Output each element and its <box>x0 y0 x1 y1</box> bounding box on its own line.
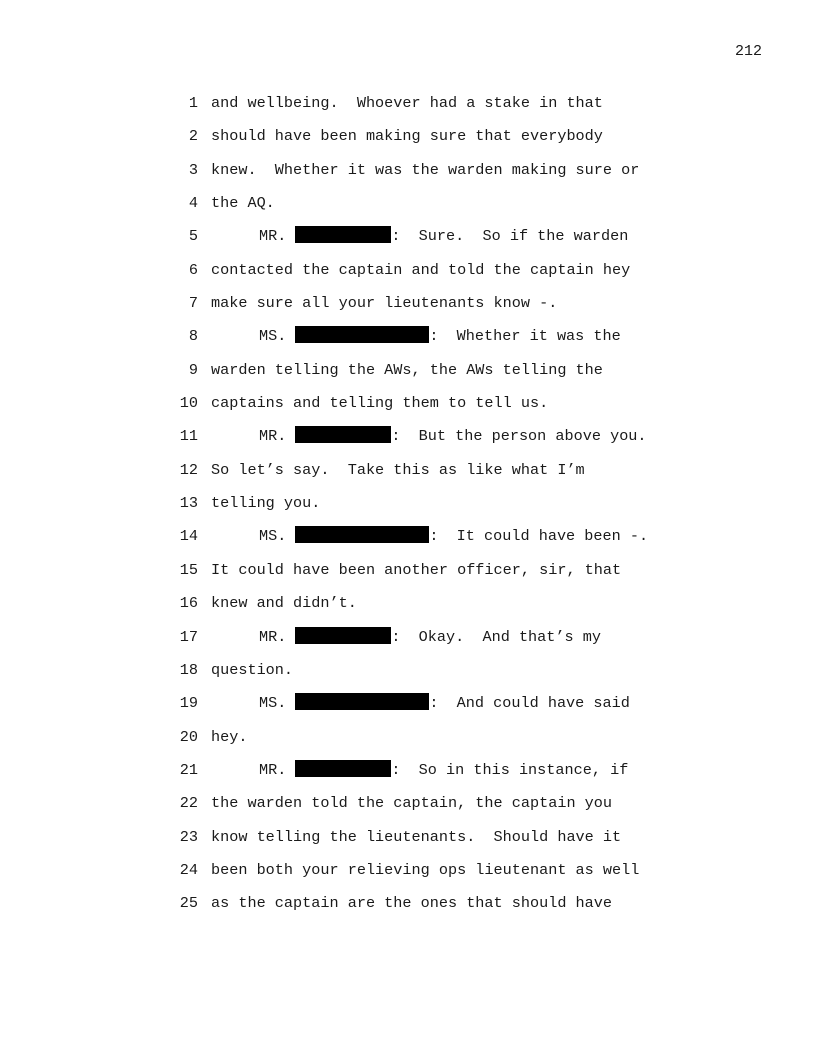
line-text: telling you. <box>211 494 321 513</box>
line-text: : Okay. And that’s my <box>391 627 601 646</box>
transcript-line <box>0 593 816 626</box>
line-number: 12 <box>179 460 198 479</box>
line-number: 1 <box>188 94 198 112</box>
redaction-bar <box>295 226 391 243</box>
line-number: 9 <box>188 360 198 379</box>
transcript-line <box>0 660 816 693</box>
line-number: 7 <box>188 294 198 313</box>
transcript-line <box>0 260 816 293</box>
redaction-bar <box>295 693 429 710</box>
line-number: 3 <box>188 160 198 179</box>
line-text: So let’s say. Take this as like what I’m <box>211 460 585 479</box>
transcript-line <box>0 360 816 393</box>
transcript-line <box>0 426 816 459</box>
speaker-title: MS. <box>259 694 287 713</box>
transcript-line <box>0 393 816 426</box>
line-number: 13 <box>179 494 198 513</box>
line-text: and wellbeing. Whoever had a stake in that <box>211 94 603 112</box>
line-text: : Sure. So if the warden <box>391 227 629 246</box>
transcript-line <box>0 293 816 326</box>
line-text: : And could have said <box>429 694 630 713</box>
transcript-line <box>0 126 816 159</box>
line-number: 17 <box>179 627 198 646</box>
line-number: 2 <box>188 127 198 146</box>
transcript-line <box>0 693 816 726</box>
speaker-line <box>211 693 630 713</box>
transcript-line <box>0 226 816 259</box>
transcript-line <box>0 860 816 893</box>
line-number: 25 <box>179 894 198 913</box>
line-text: should have been making sure that everybody <box>211 127 603 146</box>
line-text: knew and didn’t. <box>211 594 357 613</box>
transcript-line <box>0 193 816 226</box>
line-text: know telling the lieutenants. Should have it <box>211 827 622 846</box>
transcript-line <box>0 727 816 760</box>
redaction-bar <box>295 526 429 543</box>
transcript-line <box>0 560 816 593</box>
line-number: 5 <box>188 227 198 246</box>
redaction-bar <box>295 760 391 777</box>
line-text: : But the person above you. <box>391 427 647 446</box>
line-number: 20 <box>179 727 198 746</box>
speaker-line <box>211 526 648 546</box>
redaction-bar <box>295 326 429 343</box>
line-number: 23 <box>179 827 198 846</box>
line-text: warden telling the AWs, the AWs telling the <box>211 360 603 379</box>
line-number: 14 <box>179 527 198 546</box>
transcript-line <box>0 326 816 359</box>
line-number: 21 <box>179 760 198 779</box>
line-text: contacted the captain and told the captain hey <box>211 260 631 279</box>
transcript-line <box>0 760 816 793</box>
line-number: 6 <box>188 260 198 279</box>
line-number: 19 <box>179 694 198 713</box>
speaker-title: MS. <box>259 327 287 346</box>
line-text: captains and telling them to tell us. <box>211 394 549 413</box>
line-number: 22 <box>179 794 198 813</box>
speaker-line <box>211 226 628 246</box>
speaker-title: MR. <box>259 227 287 246</box>
line-text: : Whether it was the <box>429 327 621 346</box>
transcript-line <box>0 827 816 860</box>
line-number: 15 <box>179 560 198 579</box>
line-text: knew. Whether it was the warden making sure or <box>211 160 640 179</box>
line-text: as the captain are the ones that should have <box>211 894 613 913</box>
line-text: make sure all your lieutenants know -. <box>211 294 558 313</box>
speaker-line <box>211 760 628 780</box>
speaker-title: MR. <box>259 760 287 779</box>
line-text: hey. <box>211 727 248 746</box>
line-text: : So in this instance, if <box>391 760 629 779</box>
transcript-line <box>0 493 816 526</box>
transcript-line <box>0 93 816 126</box>
speaker-line <box>211 426 647 446</box>
line-text: question. <box>211 660 294 679</box>
line-number: 24 <box>179 860 198 879</box>
transcript-line <box>0 460 816 493</box>
line-text: the warden told the captain, the captain you <box>211 794 613 813</box>
line-number: 11 <box>179 427 198 446</box>
redaction-bar <box>295 426 391 443</box>
line-number: 10 <box>179 394 198 413</box>
line-text: : It could have been -. <box>429 527 649 546</box>
transcript-body <box>0 93 816 927</box>
page-number: 212 <box>734 43 762 60</box>
redaction-bar <box>295 627 391 644</box>
speaker-title: MR. <box>259 427 287 446</box>
line-text: the AQ. <box>211 194 275 213</box>
transcript-line <box>0 893 816 926</box>
transcript-line <box>0 160 816 193</box>
line-number: 8 <box>188 327 198 346</box>
transcript-line <box>0 627 816 660</box>
speaker-title: MS. <box>259 527 287 546</box>
line-text: It could have been another officer, sir, that <box>211 560 622 579</box>
line-text: been both your relieving ops lieutenant as well <box>211 860 640 879</box>
transcript-line <box>0 793 816 826</box>
line-number: 16 <box>179 594 198 613</box>
line-number: 4 <box>188 194 198 213</box>
line-number: 18 <box>179 660 198 679</box>
speaker-line <box>211 627 601 647</box>
speaker-title: MR. <box>259 627 287 646</box>
transcript-line <box>0 526 816 559</box>
speaker-line <box>211 326 621 346</box>
